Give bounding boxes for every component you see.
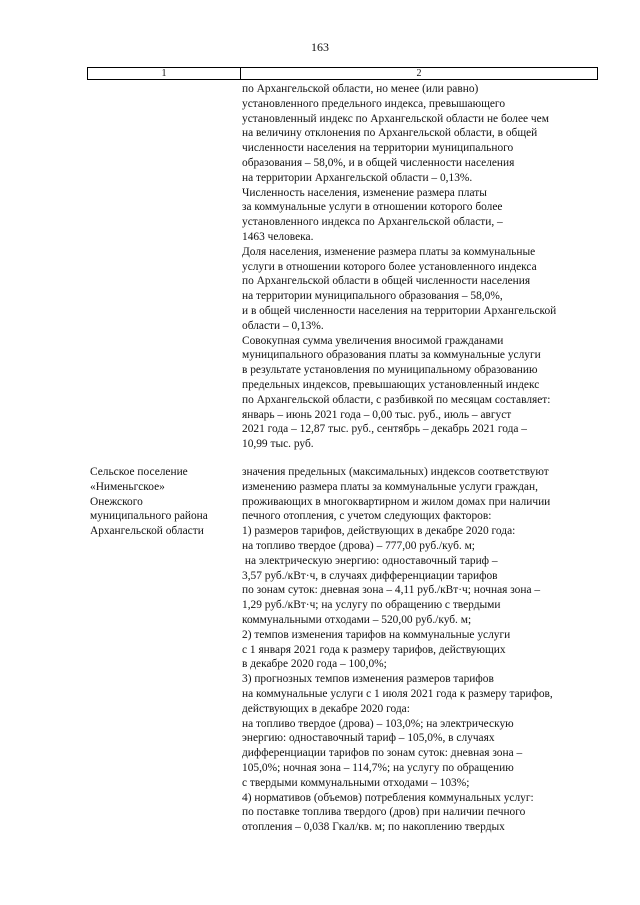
page-number: 163	[311, 40, 329, 54]
text-line: энергию: одноставочный тариф – 105,0%, в случаях	[242, 732, 495, 745]
text-line: установленного индекса по Архангельской области, –	[242, 216, 503, 229]
table-header-col-1: 1	[88, 68, 241, 79]
text-line: на топливо твердое (дрова) – 103,0%; на электрическую	[242, 717, 514, 730]
text-line: области – 0,13%.	[242, 319, 324, 332]
text-line: по Архангельской области в общей численности населения	[242, 275, 531, 288]
text-line: Архангельской области	[90, 525, 204, 538]
text-line: услуги в отношении которого более установленного индекса	[242, 260, 537, 273]
text-line: муниципального образования платы за коммунальные услуги	[242, 349, 541, 362]
text-line: январь – июнь 2021 года – 0,00 тыс. руб., июль – август	[242, 408, 512, 421]
text-line: за коммунальные услуги в отношении которого более	[242, 201, 503, 214]
text-line: на территории Архангельской области – 0,13%.	[242, 171, 473, 184]
text-line: 3,57 руб./кВт·ч, в случаях дифференциации тарифов	[242, 569, 498, 582]
table-header-row	[87, 67, 598, 80]
text-line: «Нименьгское»	[90, 480, 165, 493]
text-line: установленного предельного индекса, превышающего	[242, 97, 506, 110]
text-line: 10,99 тыс. руб.	[242, 438, 314, 451]
text-line: Доля населения, изменение размера платы за коммунальные	[242, 245, 536, 258]
text-line: и в общей численности населения на территории Архангельской	[242, 304, 557, 317]
text-line: на топливо твердое (дрова) – 777,00 руб./куб. м;	[242, 539, 475, 552]
index-description-block	[242, 465, 602, 835]
text-line: 105,0%; ночная зона – 114,7%; на услугу по обращению	[242, 761, 514, 774]
text-line: с 1 января 2021 года к размеру тарифов, действующих	[242, 643, 506, 656]
text-line: дифференциации тарифов по зонам суток: дневная зона –	[242, 747, 523, 760]
text-line: по Архангельской области, с разбивкой по месяцам составляет:	[242, 393, 551, 406]
text-line: проживающих в многоквартирном и жилом домах при наличии	[242, 495, 551, 508]
text-line: на электрическую энергию: одноставочный тариф –	[242, 554, 498, 567]
text-line: действующих в декабре 2020 года:	[242, 702, 410, 715]
text-line: 3) прогнозных темпов изменения размеров тарифов	[242, 673, 494, 686]
text-line: численности населения на территории муниципального	[242, 142, 514, 155]
continuation-text-block	[242, 82, 602, 452]
text-line: отопления – 0,038 Гкал/кв. м; по накоплению твердых	[242, 821, 505, 834]
text-line: на территории муниципального образования – 58,0%,	[242, 290, 503, 303]
text-line: 4) нормативов (объемов) потребления коммунальных услуг:	[242, 791, 534, 804]
text-line: образования – 58,0%, и в общей численности населения	[242, 156, 515, 169]
text-line: значения предельных (максимальных) индексов соответствуют	[242, 466, 549, 478]
municipality-name	[90, 465, 240, 539]
text-line: по зонам суток: дневная зона – 4,11 руб./кВт·ч; ночная зона –	[242, 584, 541, 597]
text-line: предельных индексов, превышающих установленный индекс	[242, 378, 540, 391]
text-line: по поставке топлива твердого (дров) при наличии печного	[242, 806, 526, 819]
text-line: Онежского	[90, 495, 143, 508]
text-line: Численность населения, изменение размера платы	[242, 186, 487, 199]
text-line: коммунальными отходами – 520,00 руб./куб. м;	[242, 613, 472, 626]
text-line: в результате установления по муниципальному образованию	[242, 364, 538, 377]
text-line: печного отопления, с учетом следующих факторов:	[242, 510, 492, 523]
text-line: установленный индекс по Архангельской области не более чем	[242, 112, 549, 125]
text-line: изменению размера платы за коммунальные услуги граждан,	[242, 480, 538, 493]
text-line: 1463 человека.	[242, 230, 314, 243]
text-line: 2) темпов изменения тарифов на коммунальные услуги	[242, 628, 511, 641]
text-line: 1,29 руб./кВт·ч; на услугу по обращению с твердыми	[242, 599, 501, 612]
text-line: на коммунальные услуги с 1 июля 2021 года к размеру тарифов,	[242, 687, 553, 700]
table-header-col-2: 2	[416, 68, 422, 79]
text-line: муниципального района	[90, 510, 208, 523]
text-line: по Архангельской области, но менее (или равно)	[242, 83, 479, 95]
text-line: на величину отклонения по Архангельской области, в общей	[242, 127, 538, 140]
text-line: с твердыми коммунальными отходами – 103%;	[242, 776, 470, 789]
text-line: 1) размеров тарифов, действующих в декабре 2020 года:	[242, 525, 516, 538]
text-line: Сельское поселение	[90, 466, 188, 478]
text-line: Совокупная сумма увеличения вносимой гражданами	[242, 334, 504, 347]
text-line: 2021 года – 12,87 тыс. руб., сентябрь – декабрь 2021 года –	[242, 423, 527, 436]
text-line: в декабре 2020 года – 100,0%;	[242, 658, 387, 671]
